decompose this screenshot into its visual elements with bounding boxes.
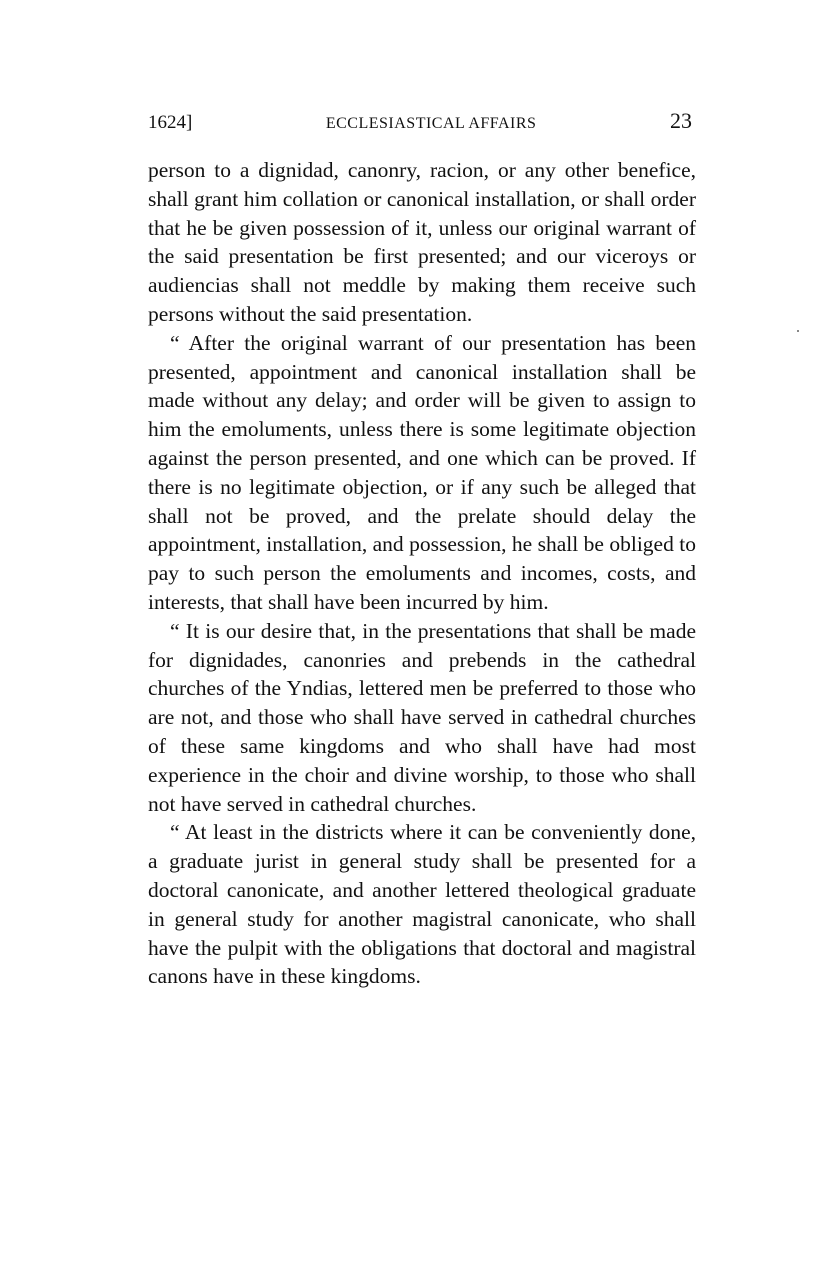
header-year: 1624] xyxy=(148,112,193,133)
paragraph-1: person to a dignidad, canonry, racion, or any other benefice, shall grant him collation or canonical installation, or shall order that he be given possession of it, unless our original warrant of the said presentation be first presented; and our viceroys or audiencias shall not meddle by making them receive such persons without the said presentation. xyxy=(148,158,696,326)
body-text xyxy=(148,156,696,991)
paragraph-3: “ It is our desire that, in the presentations that shall be made for dignidades, canonries and prebends in the cathedral churches of the Yndias, lettered men be preferred to those who are not, and those who shall have served in cathedral churches of these same kingdoms and who shall have had most experience in the choir and divine worship, to those who shall not have served in cathedral churches. xyxy=(148,618,696,816)
paragraph-4: “ At least in the districts where it can be conveniently done, a graduate jurist in general study shall be presented for a doctoral canonicate, and another lettered theological graduate in general study for another magistral canonicate, who shall have the pulpit with the obligations that doctoral and magistral canons have in these kingdoms. xyxy=(148,820,696,989)
page-number: 23 xyxy=(669,108,692,133)
paragraph-2: “ After the original warrant of our presentation has been presented, appointment and canonical installation shall be made without any delay; and order will be given to assign to him the emoluments, unless there is some legitimate objection against the person presented, and one which can be proved. If there is no legitimate objection, or if any such be alleged that shall not be proved, and the prelate should delay the appointment, installation, and possession, he shall be obliged to pay to such person the emoluments and incomes, costs, and interests, that shall have been incurred by him. xyxy=(148,330,696,614)
page-content xyxy=(148,108,696,991)
running-header xyxy=(148,108,696,138)
header-title: ECCLESIASTICAL AFFAIRS xyxy=(325,115,537,132)
margin-speck xyxy=(797,330,799,332)
